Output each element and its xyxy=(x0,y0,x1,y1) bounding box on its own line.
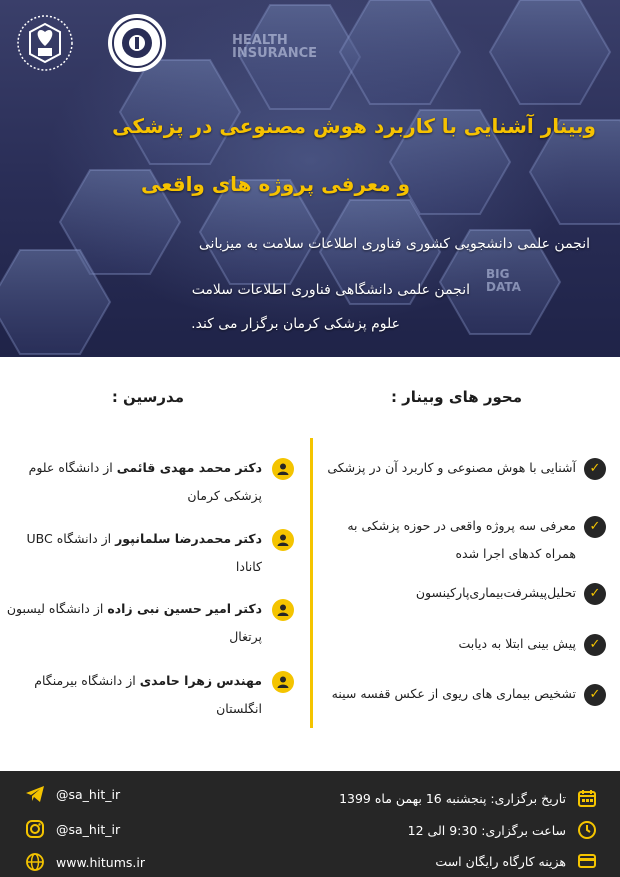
person-icon xyxy=(272,671,294,693)
event-time: ساعت برگزاری: 9:30 الی 12 xyxy=(407,822,566,838)
teacher-item xyxy=(4,597,294,651)
column-divider xyxy=(310,438,313,728)
check-icon: ✓ xyxy=(584,634,606,656)
teacher-name: دکتر محمدرضا سلمانپور xyxy=(115,531,262,546)
big-data-label: BIG DATA xyxy=(486,267,521,294)
teacher-affiliation: از دانشگاه لیسبون پرتغال xyxy=(6,601,262,644)
instagram-icon xyxy=(24,818,46,840)
webinar-title-line-1: وبینار آشنایی با کاربرد هوش مصنوعی در پزشکی xyxy=(112,114,596,138)
topic-text: معرفی سه پروژه واقعی در حوزه پزشکی به همراه کدهای اجرا شده xyxy=(347,518,576,561)
fee-row xyxy=(435,850,598,872)
teacher-name: دکتر امیر حسین نبی زاده xyxy=(107,601,262,616)
telegram-handle[interactable]: @sa_hit_ir xyxy=(56,786,121,802)
health-insurance-label: HEALTH INSURANCE xyxy=(232,33,318,61)
person-icon xyxy=(272,529,294,551)
check-icon: ✓ xyxy=(584,684,606,706)
host-description-line-3: علوم پزشکی کرمان برگزار می کند. xyxy=(191,316,400,332)
telegram-icon xyxy=(24,783,46,805)
teacher-name: دکتر محمد مهدی قائمی xyxy=(116,460,262,475)
host-description-line-2: انجمن علمی دانشگاهی فناوری اطلاعات سلامت xyxy=(191,282,470,298)
instagram-row[interactable] xyxy=(24,818,120,840)
teacher-text xyxy=(4,525,262,581)
teacher-item xyxy=(4,456,294,510)
topic-text: تحلیل‌پیشرفت‌بیماری‌پارکینسون xyxy=(415,585,576,600)
teacher-item xyxy=(4,669,294,723)
person-icon xyxy=(272,458,294,480)
clock-icon xyxy=(576,819,598,841)
topics-heading: محور های وبینار : xyxy=(390,388,522,406)
website-row[interactable] xyxy=(24,851,145,873)
teachers-heading: مدرسین : xyxy=(111,388,184,406)
globe-icon xyxy=(24,851,46,873)
instagram-handle[interactable]: @sa_hit_ir xyxy=(56,821,121,837)
person-icon xyxy=(272,599,294,621)
host-description-line-1: انجمن علمی دانشجویی کشوری فناوری اطلاعات سلامت به میزبانی xyxy=(198,236,590,252)
event-date: تاریخ برگزاری: پنجشنبه 16 بهمن ماه 1399 xyxy=(339,790,566,806)
website-link[interactable]: www.hitums.ir xyxy=(56,854,145,870)
teacher-text xyxy=(4,454,262,510)
topic-item xyxy=(321,634,606,658)
teacher-item xyxy=(4,527,294,581)
time-row xyxy=(408,819,598,841)
event-fee: هزینه کارگاه رایگان است xyxy=(435,853,566,869)
date-row xyxy=(339,787,598,809)
teacher-text xyxy=(4,595,262,651)
topic-text: پیش بینی ابتلا به دیابت xyxy=(458,636,576,651)
teacher-affiliation: از دانشگاه بیرمنگام انگلستان xyxy=(34,673,262,716)
teacher-text xyxy=(4,667,262,723)
hero-banner xyxy=(0,0,620,357)
teacher-name: مهندس زهرا حامدی xyxy=(139,673,262,688)
check-icon: ✓ xyxy=(584,583,606,605)
topic-item xyxy=(321,684,606,708)
society-seal-logo xyxy=(106,12,168,74)
topic-text: تشخیص بیماری های ریوی از عکس قفسه سینه xyxy=(331,686,576,701)
check-icon: ✓ xyxy=(584,458,606,480)
topic-item xyxy=(321,458,606,482)
teacher-affiliation: از دانشگاه UBC کانادا xyxy=(26,531,262,574)
footer-bar xyxy=(0,771,620,877)
webinar-title-line-2: و معرفی پروژه های واقعی xyxy=(140,172,410,196)
card-icon xyxy=(576,850,598,872)
check-icon: ✓ xyxy=(584,516,606,538)
topic-text: آشنایی با هوش مصنوعی و کاربرد آن در پزشکی xyxy=(327,460,576,475)
university-emblem-logo xyxy=(14,12,76,74)
telegram-row[interactable] xyxy=(24,783,120,805)
topic-item xyxy=(321,516,606,568)
topic-item xyxy=(321,583,606,607)
calendar-icon xyxy=(576,787,598,809)
teacher-affiliation: از دانشگاه علوم پزشکی کرمان xyxy=(28,460,262,503)
